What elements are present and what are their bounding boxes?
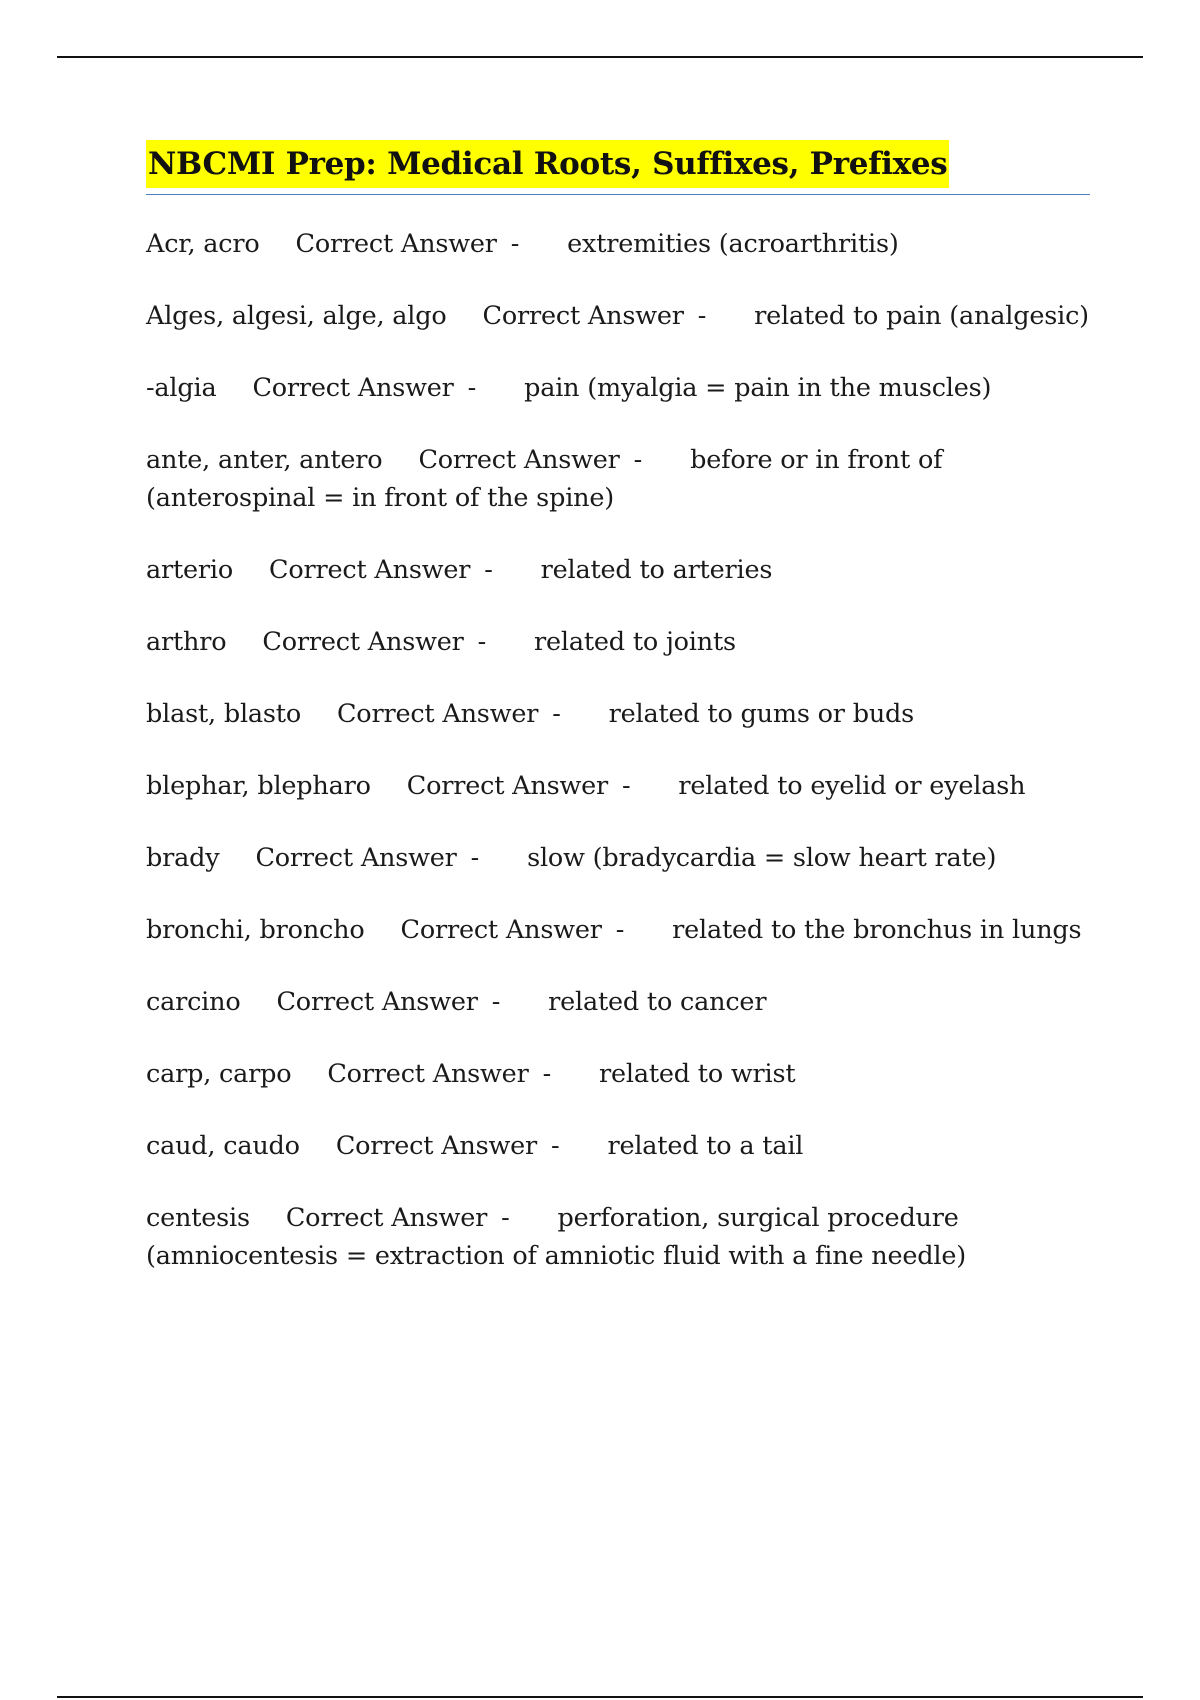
flashcard-entry <box>146 695 1090 733</box>
entry-term: Alges, algesi, alge, algo <box>146 301 447 331</box>
entry-definition: related to eyelid or eyelash <box>678 771 1026 801</box>
entry-separator: - <box>484 555 493 585</box>
entry-term: blephar, blepharo <box>146 771 371 801</box>
entry-definition: related to the bronchus in lungs <box>672 915 1082 945</box>
entry-definition: related to pain (analgesic) <box>754 301 1089 331</box>
entry-separator: - <box>477 627 487 657</box>
entry-answer-label: Correct Answer <box>295 229 497 259</box>
flashcard-entry <box>146 1055 1090 1093</box>
flashcard-list <box>146 225 1090 1275</box>
entry-definition: perforation, surgical procedure (amniocentesis = extraction of amniotic fluid with a fine needle) <box>146 1203 966 1271</box>
entry-answer-label: Correct Answer <box>400 915 602 945</box>
entry-answer-label: Correct Answer <box>418 445 620 475</box>
flashcard-entry <box>146 1127 1090 1165</box>
entry-separator: - <box>552 699 561 729</box>
flashcard-entry <box>146 623 1090 661</box>
entry-answer-label: Correct Answer <box>285 1203 488 1233</box>
entry-definition: pain (myalgia = pain in the muscles) <box>524 373 992 403</box>
entry-answer-label: Correct Answer <box>269 555 471 585</box>
entry-separator: - <box>467 373 477 403</box>
entry-separator: - <box>621 771 631 801</box>
entry-term: caud, caudo <box>146 1131 300 1161</box>
entry-answer-label: Correct Answer <box>252 373 454 403</box>
entry-definition: related to wrist <box>598 1059 796 1089</box>
entry-separator: - <box>510 229 520 259</box>
entry-term: arthro <box>146 627 227 657</box>
entry-definition: extremities (acroarthritis) <box>567 229 899 259</box>
entry-definition: related to arteries <box>540 555 773 585</box>
entry-definition: before or in front of (anterospinal = in front of the spine) <box>146 445 943 513</box>
flashcard-entry <box>146 911 1090 949</box>
flashcard-entry <box>146 551 1090 589</box>
entry-term: brady <box>146 843 220 873</box>
entry-answer-label: Correct Answer <box>406 771 608 801</box>
entry-definition: related to gums or buds <box>608 699 915 729</box>
entry-term: blast, blasto <box>146 699 301 729</box>
entry-separator: - <box>551 1131 560 1161</box>
entry-separator: - <box>501 1203 510 1233</box>
page-title: NBCMI Prep: Medical Roots, Suffixes, Prefixes <box>146 140 949 188</box>
entry-definition: related to cancer <box>548 987 767 1017</box>
flashcard-entry <box>146 839 1090 877</box>
flashcard-entry <box>146 369 1090 407</box>
entry-term: centesis <box>146 1203 250 1233</box>
flashcard-entry <box>146 297 1090 335</box>
flashcard-entry <box>146 441 1090 517</box>
entry-definition: related to a tail <box>607 1131 804 1161</box>
top-rule <box>57 56 1143 58</box>
entry-answer-label: Correct Answer <box>276 987 478 1017</box>
entry-term: -algia <box>146 373 217 403</box>
flashcard-entry <box>146 983 1090 1021</box>
entry-term: arterio <box>146 555 234 585</box>
entry-separator: - <box>491 987 501 1017</box>
entry-answer-label: Correct Answer <box>327 1059 529 1089</box>
entry-term: carcino <box>146 987 241 1017</box>
entry-term: bronchi, broncho <box>146 915 365 945</box>
entry-definition: slow (bradycardia = slow heart rate) <box>527 843 997 873</box>
entry-answer-label: Correct Answer <box>255 843 457 873</box>
document-body <box>146 140 1090 1309</box>
entry-separator: - <box>633 445 643 475</box>
entry-term: ante, anter, antero <box>146 445 383 475</box>
flashcard-entry <box>146 767 1090 805</box>
entry-separator: - <box>615 915 625 945</box>
title-block <box>146 140 1090 195</box>
entry-answer-label: Correct Answer <box>337 699 539 729</box>
flashcard-entry <box>146 1199 1090 1275</box>
entry-answer-label: Correct Answer <box>335 1131 538 1161</box>
entry-separator: - <box>470 843 480 873</box>
entry-separator: - <box>542 1059 551 1089</box>
entry-definition: related to joints <box>534 627 736 657</box>
entry-separator: - <box>697 301 707 331</box>
entry-answer-label: Correct Answer <box>482 301 684 331</box>
flashcard-entry <box>146 225 1090 263</box>
entry-term: Acr, acro <box>146 229 260 259</box>
entry-answer-label: Correct Answer <box>262 627 464 657</box>
bottom-rule <box>57 1696 1143 1698</box>
entry-term: carp, carpo <box>146 1059 292 1089</box>
